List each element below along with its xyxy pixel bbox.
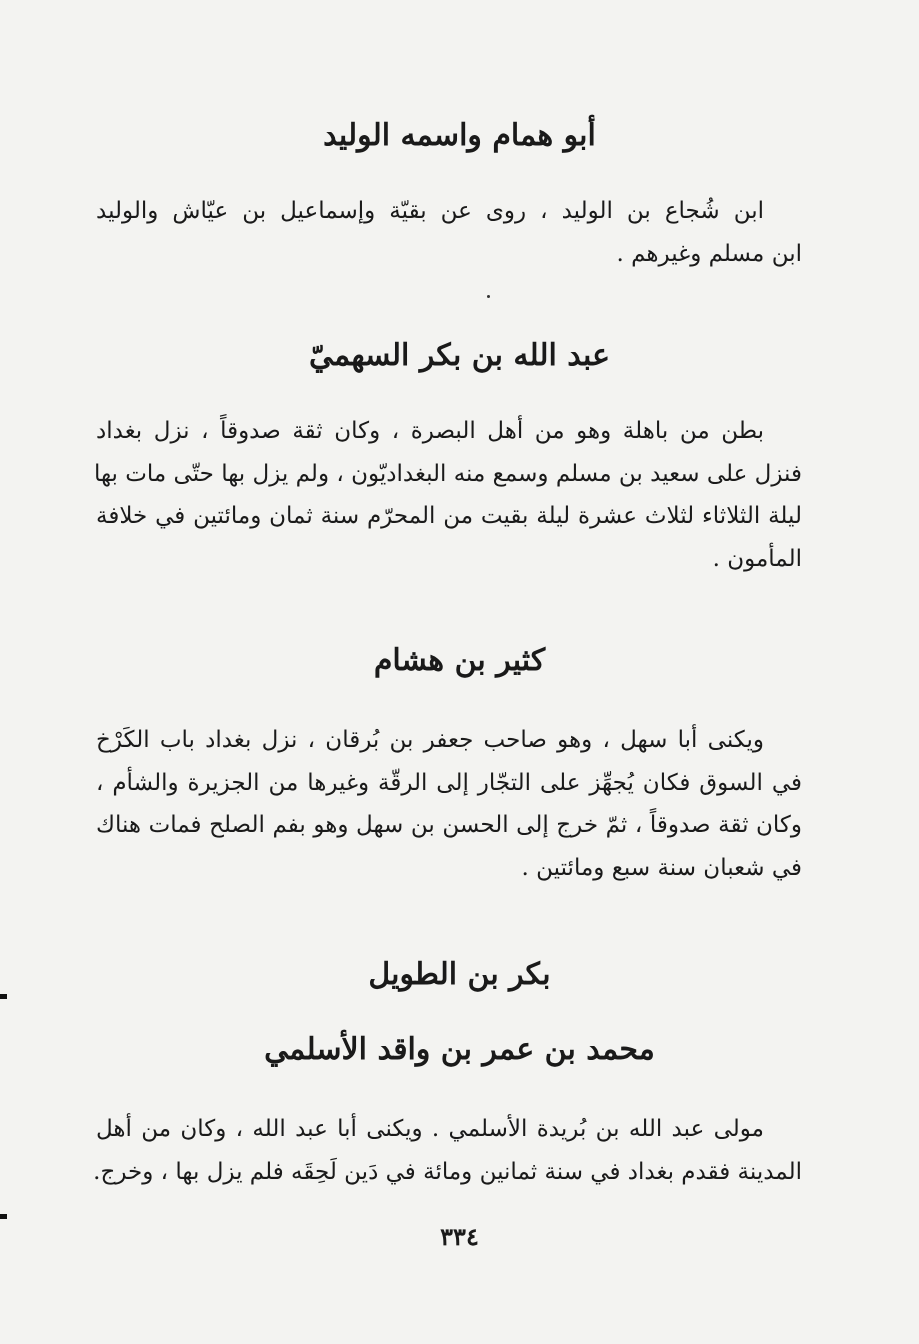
entry-text-kathir-bin-hisham <box>96 719 802 889</box>
text-line: فنزل على سعيد بن مسلم وسمع منه البغداديّون ، ولم يزل بها حتّى مات بها <box>93 460 802 487</box>
scan-speck <box>487 295 490 298</box>
text-line: في السوق فكان يُجهِّز على التجّار إلى الرقّة وغيرها من الجزيرة والشأم ، <box>96 769 802 796</box>
text-line: ابن مسلم وغيرهم . <box>616 240 802 267</box>
text-line: المدينة فقدم بغداد في سنة ثمانين ومائة في دَين لَحِقَه فلم يزل بها ، وخرج. <box>93 1158 802 1185</box>
entry-heading-abdallah-bin-bakr: عبد الله بن بكر السهميّ <box>308 338 611 373</box>
entry-heading-muhammad-bin-umar: محمد بن عمر بن واقد الأسلمي <box>264 1032 655 1067</box>
entry-heading-abu-hammam: أبو همام واسمه الوليد <box>323 118 596 153</box>
text-line: بطن من باهلة وهو من أهل البصرة ، وكان ثقة صدوقاً ، نزل بغداد <box>96 418 764 444</box>
text-line: ليلة الثلاثاء لثلاث عشرة ليلة بقيت من المحرّم سنة ثمان ومائتين في خلافة <box>96 503 802 529</box>
text-line: مولى عبد الله بن بُريدة الأسلمي . ويكنى أبا عبد الله ، وكان من أهل <box>96 1116 764 1142</box>
entry-text-muhammad-bin-umar <box>93 1108 802 1193</box>
text-line: وكان ثقة صدوقاً ، ثمّ خرج إلى الحسن بن سهل وهو بفم الصلح فمات هناك <box>96 812 802 838</box>
text-line: ويكنى أبا سهل ، وهو صاحب جعفر بن بُرقان ، نزل بغداد باب الكَرْخ <box>96 727 764 753</box>
entry-text-abu-hammam <box>96 190 802 275</box>
page-number: ٣٣٤ <box>440 1222 479 1251</box>
text-line: ابن شُجاع بن الوليد ، روى عن بقيّة وإسماعيل بن عيّاش والوليد <box>96 198 764 224</box>
text-line: في شعبان سنة سبع ومائتين . <box>521 854 802 881</box>
scan-edge-mark <box>0 994 7 999</box>
scan-edge-mark <box>0 1214 7 1219</box>
text-line: المأمون . <box>712 545 802 572</box>
entry-text-abdallah-bin-bakr <box>93 410 802 580</box>
entry-heading-kathir-bin-hisham: كثير بن هشام <box>373 643 546 678</box>
entry-heading-bakr-bin-al-tawil: بكر بن الطويل <box>368 957 551 992</box>
